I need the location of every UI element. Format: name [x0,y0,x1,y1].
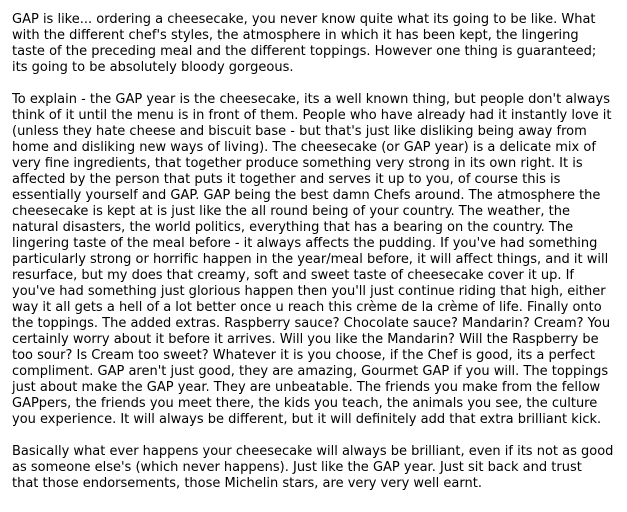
text-line: (unless they hate cheese and biscuit base - but that's just like disliking being away from [12,124,587,139]
text-line: you experience. It will always be different, but it will definitely add that extra brilliant kick. [12,412,602,427]
text-line: particularly strong or horrific happen in the year/meal before, it will affect things, and it will [12,252,609,267]
paragraph-3 [12,444,618,492]
text-line: as someone else's (which never happens). Just like the GAP year. Just sit back and trust [12,460,582,475]
text-line: certainly worry about it before it arrives. Will you like the Mandarin? Will the Raspberry be [12,332,599,347]
paragraph-2 [12,92,618,428]
text-line: think of it until the menu is in front of them. People who have already had it instantly love it [12,108,612,123]
text-line: very fine ingredients, that together produce something very strong in its own right. It is [12,156,583,171]
text-line: compliment. GAP aren't just good, they are amazing, Gourmet GAP if you will. The toppings [12,364,609,379]
text-line: just about make the GAP year. They are unbeatable. The friends you make from the fellow [12,380,601,395]
text-line: taste of the preceding meal and the different toppings. However one thing is guaranteed; [12,44,597,59]
text-line: the toppings. The added extras. Raspberry sauce? Chocolate sauce? Mandarin? Cream? You [12,316,611,331]
text-line: with the different chef's styles, the atmosphere in which it has been kept, the lingering [12,28,579,43]
text-line: way it all gets a hell of a lot better once u reach this crème de la crème of life. Finally onto [12,300,602,315]
text-line: affected by the person that puts it together and serves it up to you, of course this is [12,172,561,187]
text-line: GAP is like... ordering a cheesecake, you never know quite what its going to be like. What [12,12,596,27]
text-line: home and disliking new ways of living). The cheesecake (or GAP year) is a delicate mix of [12,140,596,155]
text-line: you've had something just glorious happen then you'll just continue riding that high, either [12,284,606,299]
text-line: To explain - the GAP year is the cheesecake, its a well known thing, but people don't always [12,92,610,107]
text-line: essentially yourself and GAP. GAP being the best damn Chefs around. The atmosphere the [12,188,601,203]
document-body [12,12,618,508]
text-line: Basically what ever happens your cheesecake will always be brilliant, even if its not as good [12,444,614,459]
text-line: cheesecake is kept at is just like the all round being of your country. The weather, the [12,204,570,219]
text-line: lingering taste of the meal before - it always affects the pudding. If you've had something [12,236,598,251]
text-line: that those endorsements, those Michelin stars, are very very well earnt. [12,476,482,491]
text-line: too sour? Is Cream too sweet? Whatever it is you choose, if the Chef is good, its a perfect [12,348,595,363]
text-line: GAPpers, the friends you meet there, the kids you teach, the animals you see, the culture [12,396,598,411]
text-line: its going to be absolutely bloody gorgeous. [12,60,294,75]
text-line: resurface, but my does that creamy, soft and sweet taste of cheesecake cover it up. If [12,268,575,283]
paragraph-1 [12,12,618,76]
text-line: natural disasters, the world politics, everything that has a bearing on the country. The [12,220,574,235]
